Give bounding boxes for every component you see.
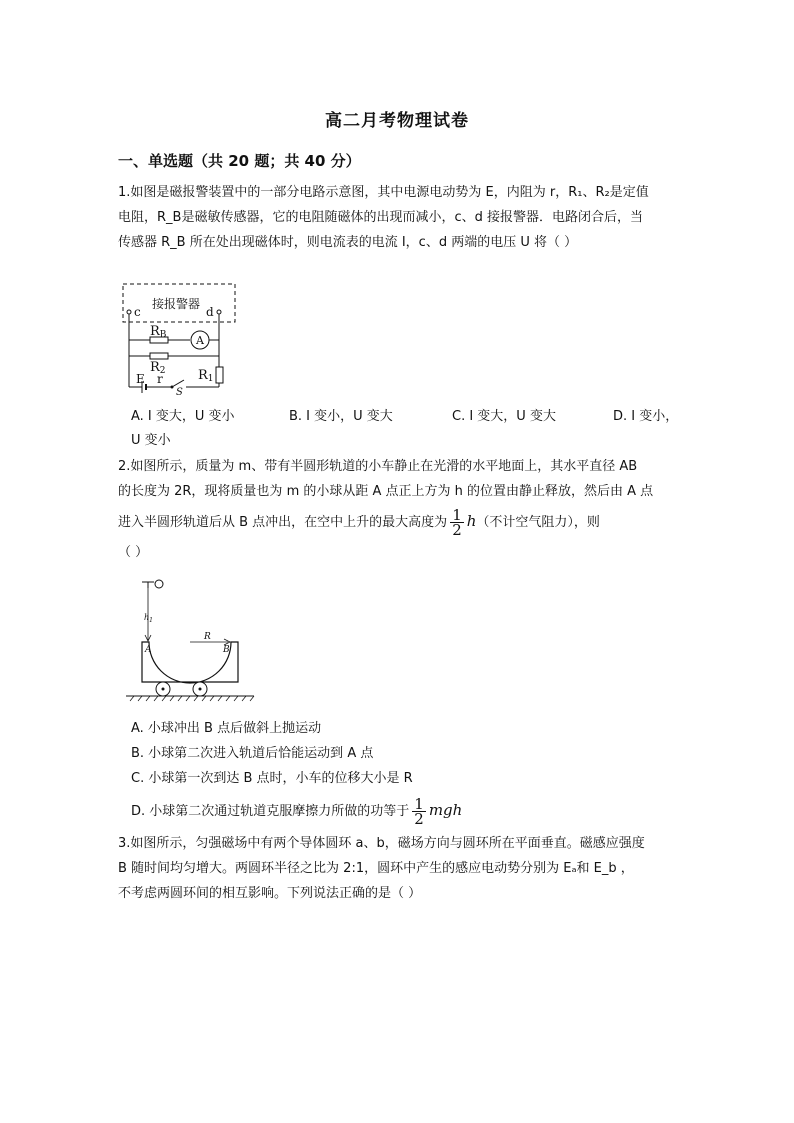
q2-option-c[interactable]: C. 小球第一次到达 B 点时，小车的位移大小是 R — [131, 771, 413, 786]
switch-pivot — [171, 386, 174, 389]
q1-option-a[interactable]: A. I 变大，U 变小 — [131, 409, 235, 424]
question-2-line-2: 的长度为 2R，现将质量也为 m 的小球从距 A 点正上方为 h 的位置由静止释放，然后由 A 点 — [118, 484, 654, 499]
question-2-line-3-end: （不计空气阻力），则 — [476, 515, 600, 530]
q2-option-b[interactable]: B. 小球第二次进入轨道后恰能运动到 A 点 — [131, 746, 374, 761]
switch-label: S — [176, 387, 183, 395]
question-2-text — [118, 454, 678, 565]
section-heading: 一、单选题（共 20 题；共 40 分） — [118, 152, 361, 170]
r1-resistor — [216, 367, 223, 383]
r1-label: R1 — [198, 368, 214, 384]
height-label: $h_1$ — [144, 613, 153, 624]
terminal-c — [127, 310, 131, 314]
emf-label: E — [136, 372, 145, 386]
question-3-line-3: 不考虑两圆环间的相互影响。下列说法正确的是（ ） — [118, 886, 422, 901]
radius-label: R — [204, 632, 211, 642]
question-1-line-3: 传感器 R_B 所在处出现磁体时，则电流表的电流 I，c、d 两端的电压 U 将（ ） — [118, 235, 578, 250]
question-1-text — [118, 180, 678, 255]
question-2-line-3-text: 进入半圆形轨道后从 B 点冲出，在空中上升的最大高度为 — [118, 515, 448, 530]
q1-option-c[interactable]: C. I 变大，U 变大 — [452, 409, 556, 424]
q2-option-d[interactable] — [131, 793, 462, 829]
question-1-line-2: 电阻，R_B是磁敏传感器，它的电阻随磁体的出现而减小，c、d 接报警器．电路闭合后，当 — [118, 210, 643, 225]
terminal-c-label: c — [134, 305, 141, 319]
fraction-denominator: 2 — [452, 521, 462, 539]
rb-label: RB — [150, 324, 167, 340]
fraction-d-denominator: 2 — [414, 810, 424, 828]
fraction-d-numerator: 1 — [414, 795, 424, 813]
question-2-line-4: （ ） — [118, 545, 149, 560]
point-b-label: B — [223, 645, 230, 655]
ball — [155, 580, 163, 588]
r2-label: R2 — [150, 360, 166, 376]
fraction-half-d — [412, 797, 426, 826]
terminal-d-label: d — [206, 305, 214, 319]
q2-option-a[interactable]: A. 小球冲出 B 点后做斜上抛运动 — [131, 721, 322, 736]
q1-option-b[interactable]: B. I 变小，U 变大 — [289, 409, 393, 424]
question-2-line-3 — [118, 504, 678, 538]
question-3-line-2: B 随时间均匀增大。两圆环半径之比为 2:1，圆环中产生的感应电动势分别为 Eₐ和 E_b ， — [118, 861, 634, 876]
wheel-right-axle — [199, 688, 202, 691]
point-a-label: A — [145, 645, 152, 655]
fraction-variable: h — [466, 512, 477, 530]
question-3-line-1: 3.如图所示，匀强磁场中有两个导体圆环 a、b，磁场方向与圆环所在平面垂直。磁感应强度 — [118, 836, 645, 851]
page-title: 高二月考物理试卷 — [325, 111, 469, 131]
circuit-diagram — [120, 283, 240, 395]
cart-track-diagram — [124, 578, 256, 702]
internal-r-label: r — [157, 372, 163, 386]
r2-resistor — [150, 353, 168, 359]
q1-option-d[interactable]: D. I 变小， — [613, 409, 679, 424]
question-3-text — [118, 831, 678, 906]
alarm-label: 接报警器 — [152, 297, 201, 311]
fraction-d-variable: mgh — [428, 801, 463, 819]
question-2-line-1: 2.如图所示，质量为 m、带有半圆形轨道的小车静止在光滑的水平地面上，其水平直径 AB — [118, 459, 638, 474]
q2-option-d-text: D. 小球第二次通过轨道克服摩擦力所做的功等于 — [131, 804, 410, 819]
fraction-half — [450, 508, 464, 537]
switch-blade — [172, 380, 184, 387]
q1-option-d-continued: U 变小 — [131, 433, 171, 448]
ground-hatching — [130, 696, 254, 701]
wheel-left-axle — [162, 688, 165, 691]
question-1-line-1: 1.如图是磁报警装置中的一部分电路示意图，其中电源电动势为 E，内阻为 r，R₁、R₂是定值 — [118, 185, 649, 200]
ammeter-label: A — [196, 334, 204, 347]
terminal-d — [217, 310, 221, 314]
fraction-numerator: 1 — [452, 506, 462, 524]
